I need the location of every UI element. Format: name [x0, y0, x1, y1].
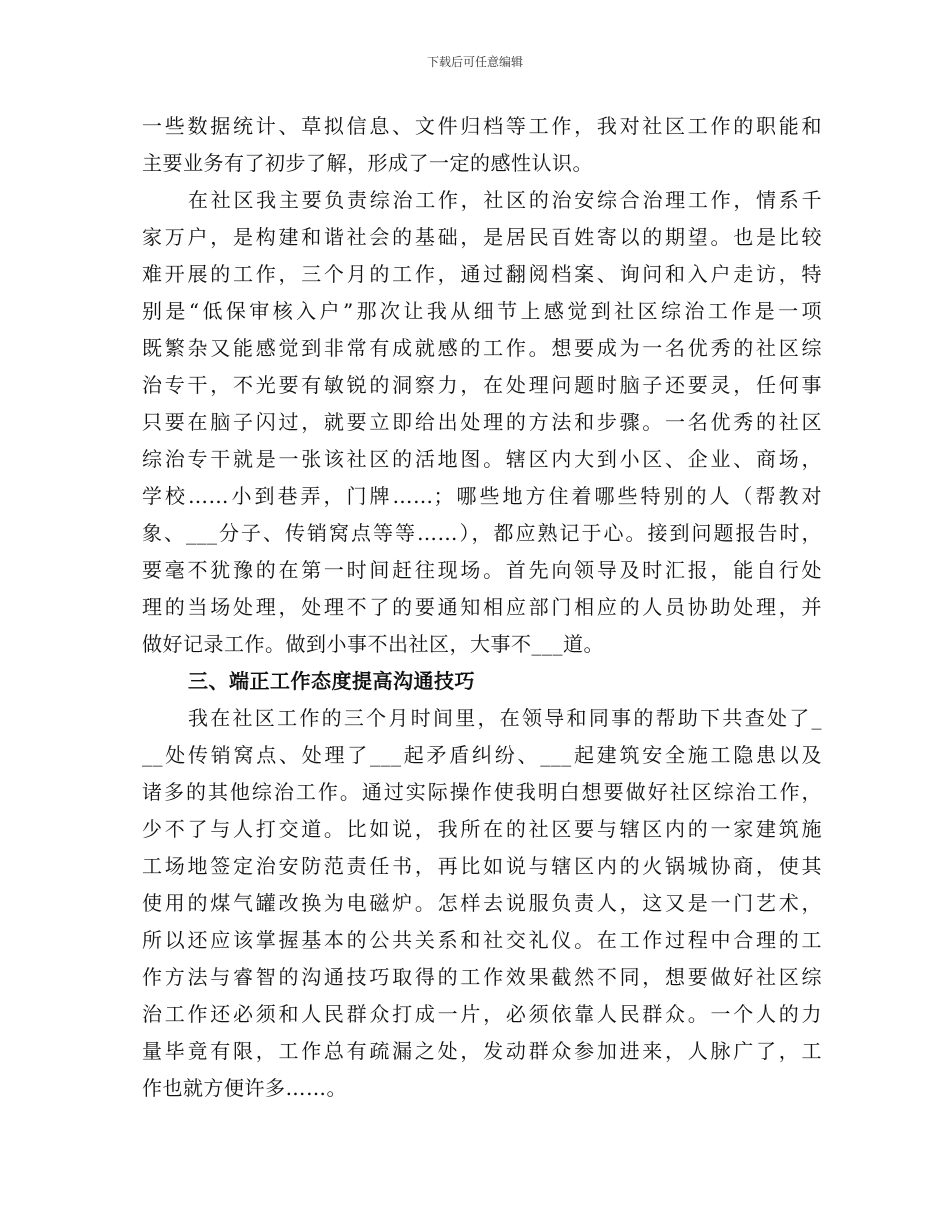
text-line: 量毕竟有限，工作总有疏漏之处，发动群众参加进来，人脉广了，工	[142, 1039, 822, 1063]
text-line: 所以还应该掌握基本的公共关系和社交礼仪。在工作过程中合理的工	[142, 928, 822, 952]
text-line: 象、___分子、传销窝点等等……），都应熟记于心。接到问题报告时，	[142, 521, 822, 545]
text-line: 工场地签定治安防范责任书，再比如说与辖区内的火锅城协商，使其	[142, 854, 822, 878]
text-line: 家万户，是构建和谐社会的基础，是居民百姓寄以的期望。也是比较	[142, 225, 822, 249]
text-line: 主要业务有了初步了解，形成了一定的感性认识。	[142, 151, 593, 175]
text-line: 我在社区工作的三个月时间里，在领导和同事的帮助下共查处了_	[188, 706, 822, 730]
text-line: 作方法与睿智的沟通技巧取得的工作效果截然不同，想要做好社区综	[142, 965, 822, 989]
text-line: 一些数据统计、草拟信息、文件归档等工作，我对社区工作的职能和	[142, 114, 822, 138]
section-heading: 三、端正工作态度提高沟通技巧	[188, 669, 475, 693]
text-line: 要毫不犹豫的在第一时间赶往现场。首先向领导及时汇报，能自行处	[142, 558, 822, 582]
text-line: 既繁杂又能感觉到非常有成就感的工作。想要成为一名优秀的社区综	[142, 336, 822, 360]
text-line: 学校……小到巷弄，门牌……；哪些地方住着哪些特别的人（帮教对	[142, 484, 822, 508]
text-line: 治工作还必须和人民群众打成一片，必须依靠人民群众。一个人的力	[142, 1002, 822, 1026]
text-line: 作也就方便许多……。	[142, 1076, 347, 1100]
text-line: 做好记录工作。做到小事不出社区，大事不___道。	[142, 632, 604, 656]
document-body	[142, 108, 822, 1107]
text-line: 使用的煤气罐改换为电磁炉。怎样去说服负责人，这又是一门艺术，	[142, 891, 822, 915]
text-line: 诸多的其他综治工作。通过实际操作使我明白想要做好社区综治工作，	[142, 780, 822, 804]
text-line: 在社区我主要负责综治工作，社区的治安综合治理工作，情系千	[188, 188, 822, 212]
text-line: 只要在脑子闪过，就要立即给出处理的方法和步骤。一名优秀的社区	[142, 410, 822, 434]
text-line: 别是“低保审核入户”那次让我从细节上感觉到社区综治工作是一项	[142, 299, 822, 323]
page-header: 下载后可任意编辑	[426, 55, 523, 69]
text-line: __处传销窝点、处理了___起矛盾纠纷、___起建筑安全施工隐患以及	[142, 743, 822, 767]
text-line: 理的当场处理，处理不了的要通知相应部门相应的人员协助处理，并	[142, 595, 822, 619]
text-line: 综治专干就是一张该社区的活地图。辖区内大到小区、企业、商场，	[142, 447, 822, 471]
text-line: 治专干，不光要有敏锐的洞察力，在处理问题时脑子还要灵，任何事	[142, 373, 822, 397]
text-line: 难开展的工作，三个月的工作，通过翻阅档案、询问和入户走访，特	[142, 262, 822, 286]
text-line: 少不了与人打交道。比如说，我所在的社区要与辖区内的一家建筑施	[142, 817, 822, 841]
